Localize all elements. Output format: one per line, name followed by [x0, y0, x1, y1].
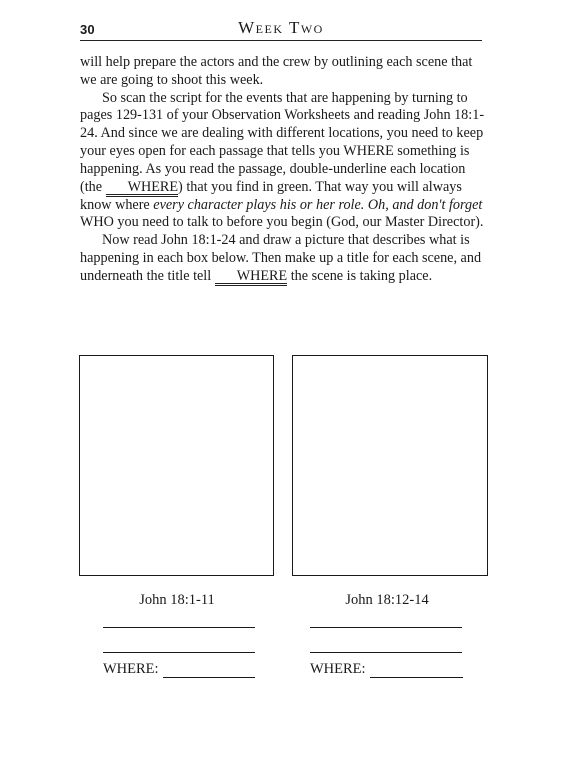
where-label-left: WHERE: [103, 661, 159, 677]
scene-reference-left: John 18:1-11 [139, 592, 215, 608]
title-line-left-1[interactable] [103, 627, 255, 628]
paragraph-2-italic: every character plays his or her role. Oh, and don't forget [153, 196, 483, 213]
running-head: Week Two [238, 18, 324, 37]
paragraph-2 [80, 90, 485, 233]
paragraph-2-text-b: ) that you find in green. That way you will always know where [80, 178, 462, 213]
where-label-right: WHERE: [310, 661, 366, 677]
paragraph-1 [80, 54, 485, 90]
title-line-right-2[interactable] [310, 652, 462, 653]
paragraph-2-text-c: WHO you need to talk to before you begin (God, our Master Director). [80, 214, 484, 231]
paragraph-3-text-a: Now read John 18:1-24 and draw a picture that describes what is happening in each box below. Then make up a title for each scene, and underneath the title tell [80, 232, 482, 284]
title-line-left-2[interactable] [103, 652, 255, 653]
drawing-box-left[interactable] [79, 355, 274, 576]
drawing-box-right[interactable] [292, 355, 488, 576]
where-line-left[interactable] [163, 677, 255, 678]
where-double-underline: WHERE [106, 180, 178, 197]
where-line-right[interactable] [370, 677, 463, 678]
paragraph-1-text: will help prepare the actors and the crew by outlining each scene that we are going to shoot this week. [80, 54, 473, 88]
scene-reference-right: John 18:12-14 [345, 592, 429, 608]
body-text [80, 54, 485, 286]
page-number: 30 [80, 22, 95, 37]
header-rule [80, 40, 482, 41]
where-double-underline-2: WHERE [215, 269, 287, 286]
paragraph-3-text-b: the scene is taking place. [287, 267, 433, 284]
paragraph-2-text-a: So scan the script for the events that are happening by turning to pages 129-131 of your Observation Worksheets and reading John 18:1-24. And since we are dealing with different locations, you need to keep your eyes open for each passage that tells you WHERE something is happening. As you read the passage, double-underline each location (the [80, 89, 485, 195]
title-line-right-1[interactable] [310, 627, 462, 628]
paragraph-3 [80, 232, 485, 286]
